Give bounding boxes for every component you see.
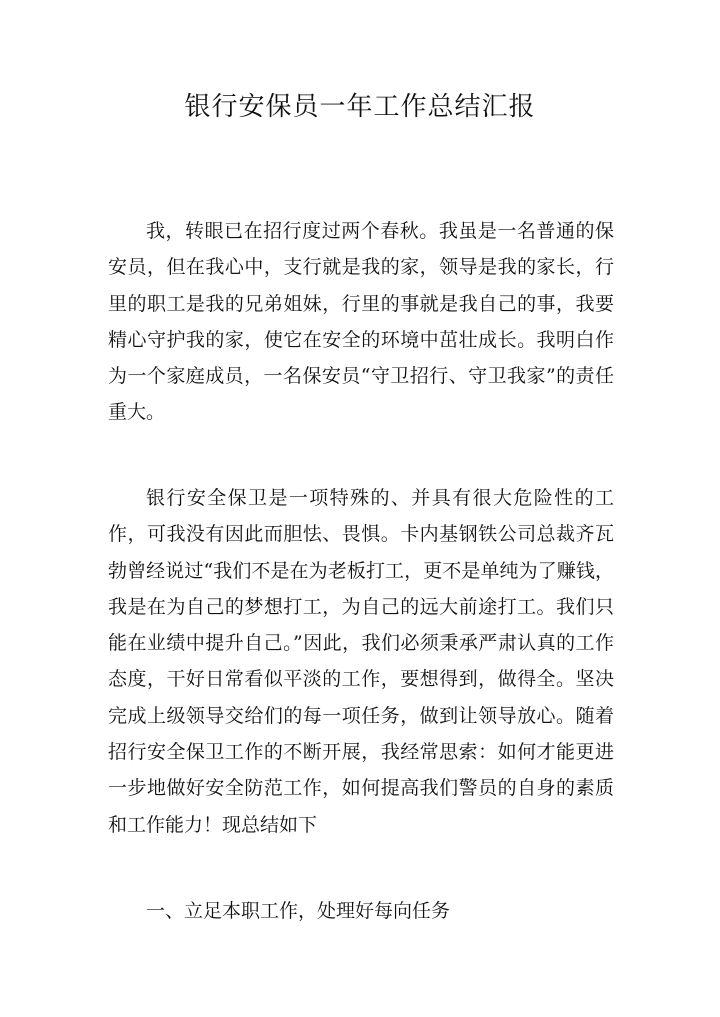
paragraph-2: 银行安全保卫是一项特殊的、并具有很大危险性的工作，可我没有因此而胆怯、畏惧。卡内基钢铁公司总裁齐瓦勃曾经说过“我们不是在为老板打工，更不是单纯为了赚钱，我是在为自己的梦想打工，为自己的远大前途打工。我们只能在业绩中提升自己。”因此，我们必须秉承严肃认真的工作态度，干好日常看似平淡的工作，要想得到，做得全。坚决完成上级领导交给们的每一项任务，做到让领导放心。随着招行安全保卫工作的不断开展，我经常思索：如何才能更进一步地做好安全防范工作，如何提高我们警员的自身的素质和工作能力！现总结如下 (108, 487, 614, 836)
document-title: 银行安保员一年工作总结汇报 (184, 92, 536, 122)
paragraph-1: 我，转眼已在招行度过两个春秋。我虽是一名普通的保安员，但在我心中，支行就是我的家，领导是我的家长，行里的职工是我的兄弟姐妹，行里的事就是我自己的事，我要精心守护我的家，使它在安全的环境中茁壮成长。我明白作为一个家庭成员，一名保安员“守卫招行、守卫我家”的责任重大。 (108, 220, 614, 424)
section-heading: 一、立足本职工作，处理好每向任务 (146, 900, 451, 922)
